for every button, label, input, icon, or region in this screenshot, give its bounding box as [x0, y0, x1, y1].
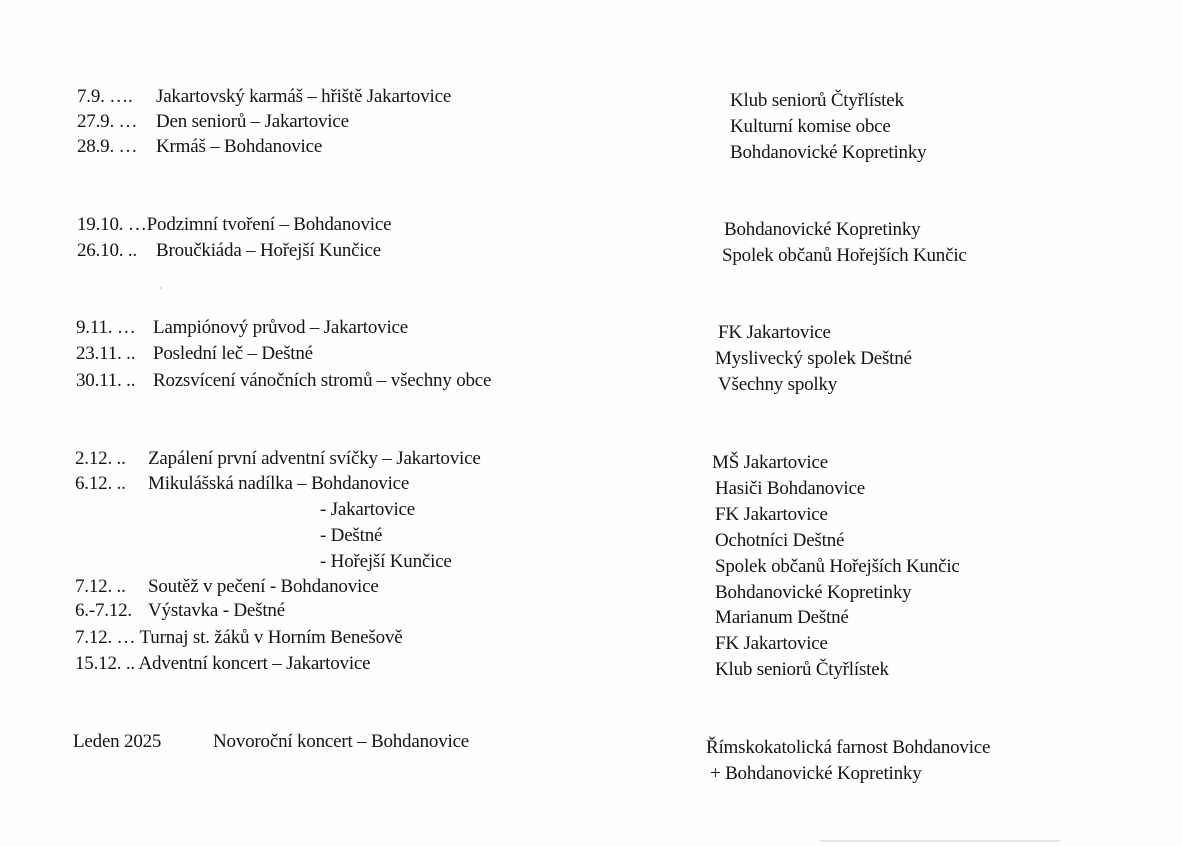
organizer: MŠ Jakartovice — [712, 452, 828, 473]
event-title: Jakartovský karmáš – hřiště Jakartovice — [156, 86, 452, 107]
scan-edge-mark — [820, 840, 1060, 842]
event-line — [76, 317, 408, 339]
event-title: Mikulášská nadílka – Bohdanovice — [148, 473, 410, 494]
organizer: Všechny spolky — [718, 374, 838, 395]
organizer: Římskokatolická farnost Bohdanovice — [706, 737, 991, 758]
organizer: Myslivecký spolek Deštné — [715, 348, 912, 369]
event-line — [76, 343, 313, 365]
organizer: Bohdanovické Kopretinky — [715, 582, 912, 603]
event-subitem: - Hořejší Kunčice — [320, 551, 452, 572]
organizer: Spolek občanů Hořejších Kunčic — [715, 556, 960, 577]
organizer: Spolek občanů Hořejších Kunčic — [722, 245, 967, 266]
event-line — [75, 448, 481, 470]
event-title: Krmáš – Bohdanovice — [156, 136, 323, 157]
event-date: 27.9. … — [77, 111, 138, 132]
event-date: 6.12. .. — [75, 473, 126, 494]
event-line — [75, 473, 409, 495]
event-line — [77, 86, 451, 108]
event-date: 6.-7.12. — [75, 600, 132, 621]
event-date: 7.9. …. — [77, 86, 133, 107]
event-line — [77, 111, 349, 133]
organizer: Ochotníci Deštné — [715, 530, 845, 551]
event-line: 15.12. .. Adventní koncert – Jakartovice — [75, 653, 371, 674]
event-line — [77, 136, 322, 158]
event-title: Den seniorů – Jakartovice — [156, 111, 349, 132]
organizer: Bohdanovické Kopretinky — [730, 142, 927, 163]
organizer: FK Jakartovice — [718, 322, 831, 343]
event-date: 26.10. .. — [77, 240, 137, 261]
event-title: Výstavka - Deštné — [148, 600, 285, 621]
event-date: 28.9. … — [77, 136, 138, 157]
organizer: Bohdanovické Kopretinky — [724, 219, 921, 240]
event-line: 7.12. … Turnaj st. žáků v Horním Benešově — [75, 627, 403, 648]
event-line: 19.10. …Podzimní tvoření – Bohdanovice — [77, 214, 392, 235]
event-date: 30.11. .. — [76, 370, 136, 391]
event-date: 2.12. .. — [75, 448, 126, 469]
event-title: Rozsvícení vánočních stromů – všechny obce — [153, 370, 492, 391]
event-date: Leden 2025 — [73, 731, 162, 752]
event-title: Lampiónový průvod – Jakartovice — [153, 317, 408, 338]
organizer: Klub seniorů Čtyřlístek — [715, 659, 889, 680]
event-date: 9.11. … — [76, 317, 136, 338]
event-line — [76, 370, 491, 392]
event-title: Poslední leč – Deštné — [153, 343, 313, 364]
scan-speck — [160, 287, 162, 289]
event-line — [75, 600, 285, 622]
organizer: Kulturní komise obce — [730, 116, 891, 137]
organizer: FK Jakartovice — [715, 633, 828, 654]
event-title: Broučkiáda – Hořejší Kunčice — [156, 240, 381, 261]
event-line — [77, 240, 381, 262]
event-title: Novoroční koncert – Bohdanovice — [213, 731, 470, 752]
event-title: Zapálení první adventní svíčky – Jakartovice — [148, 448, 481, 469]
organizer: Marianum Deštné — [715, 607, 849, 628]
organizer: Hasiči Bohdanovice — [715, 478, 865, 499]
event-line — [73, 731, 469, 753]
event-subitem: - Deštné — [320, 525, 383, 546]
event-subitem: - Jakartovice — [320, 499, 415, 520]
event-date: 7.12. .. — [75, 576, 126, 597]
event-title: Soutěž v pečení - Bohdanovice — [148, 576, 379, 597]
event-date: 23.11. .. — [76, 343, 136, 364]
organizer: + Bohdanovické Kopretinky — [710, 763, 922, 784]
organizer: FK Jakartovice — [715, 504, 828, 525]
organizer: Klub seniorů Čtyřlístek — [730, 90, 904, 111]
event-line — [75, 576, 379, 598]
